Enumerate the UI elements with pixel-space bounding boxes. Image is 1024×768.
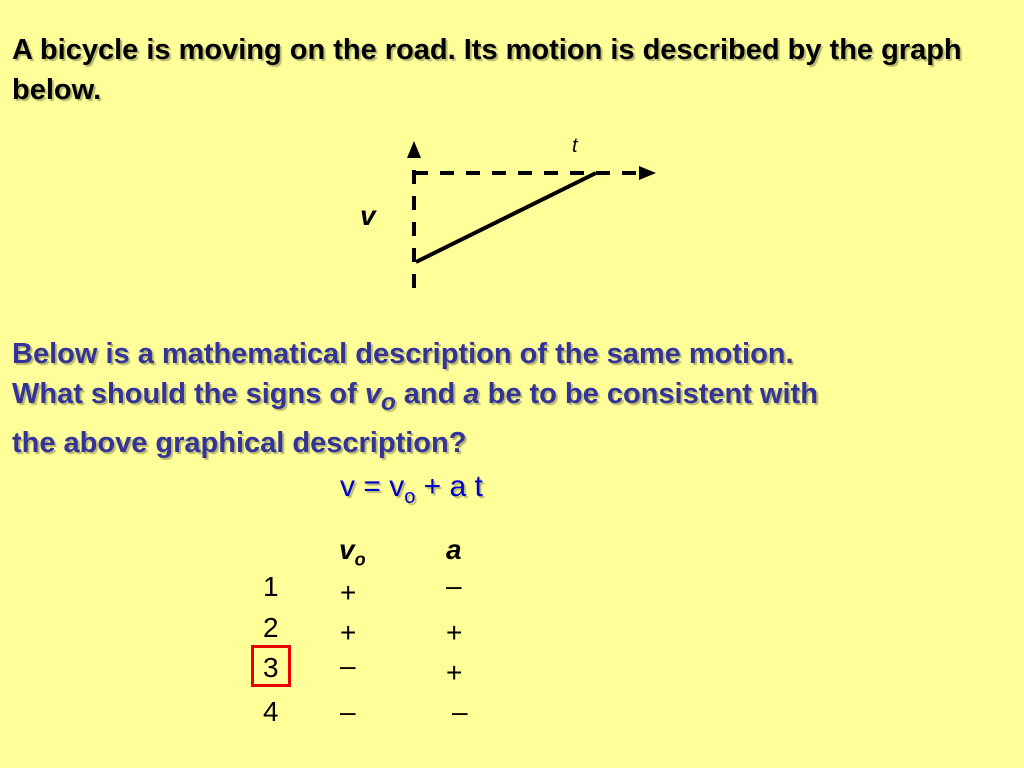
row-vo-sign: – bbox=[340, 696, 356, 727]
question-line-2: What should the signs of $v_o$ and a be to be consistent with bbox=[12, 378, 818, 416]
intro-text: A bicycle is moving on the road. Its motion is described by the graph below. bbox=[12, 34, 962, 106]
header-a: a bbox=[446, 534, 462, 565]
row-a-sign: – bbox=[452, 696, 468, 727]
t-axis-label: t bbox=[572, 135, 578, 157]
row-number[interactable]: 1 bbox=[263, 571, 279, 602]
a-variable: a bbox=[463, 378, 480, 410]
v-axis-arrowhead bbox=[407, 141, 421, 158]
row-vo-sign: + bbox=[340, 577, 357, 608]
velocity-line bbox=[416, 173, 596, 262]
row-number[interactable]: 2 bbox=[263, 612, 279, 643]
t-axis-arrowhead bbox=[639, 166, 656, 180]
equation: $v = v_o + a$ t bbox=[340, 470, 483, 508]
header-vo: $v_o$ bbox=[339, 534, 366, 570]
question-line-3: the above graphical description? bbox=[12, 426, 467, 459]
vo-variable: $v_o$ bbox=[364, 378, 396, 416]
row-a-sign: – bbox=[446, 570, 462, 601]
question-line-1: Below is a mathematical description of the same motion. bbox=[12, 338, 794, 370]
row-number[interactable]: 3 bbox=[263, 652, 279, 683]
row-a-sign: + bbox=[446, 657, 463, 688]
row-vo-sign: + bbox=[340, 617, 357, 648]
question-text bbox=[12, 334, 1012, 463]
row-number[interactable]: 4 bbox=[263, 696, 279, 727]
selected-answer-box bbox=[251, 645, 291, 687]
v-axis-label: v bbox=[360, 200, 376, 231]
row-a-sign: + bbox=[446, 617, 463, 648]
row-vo-sign: – bbox=[340, 650, 356, 681]
